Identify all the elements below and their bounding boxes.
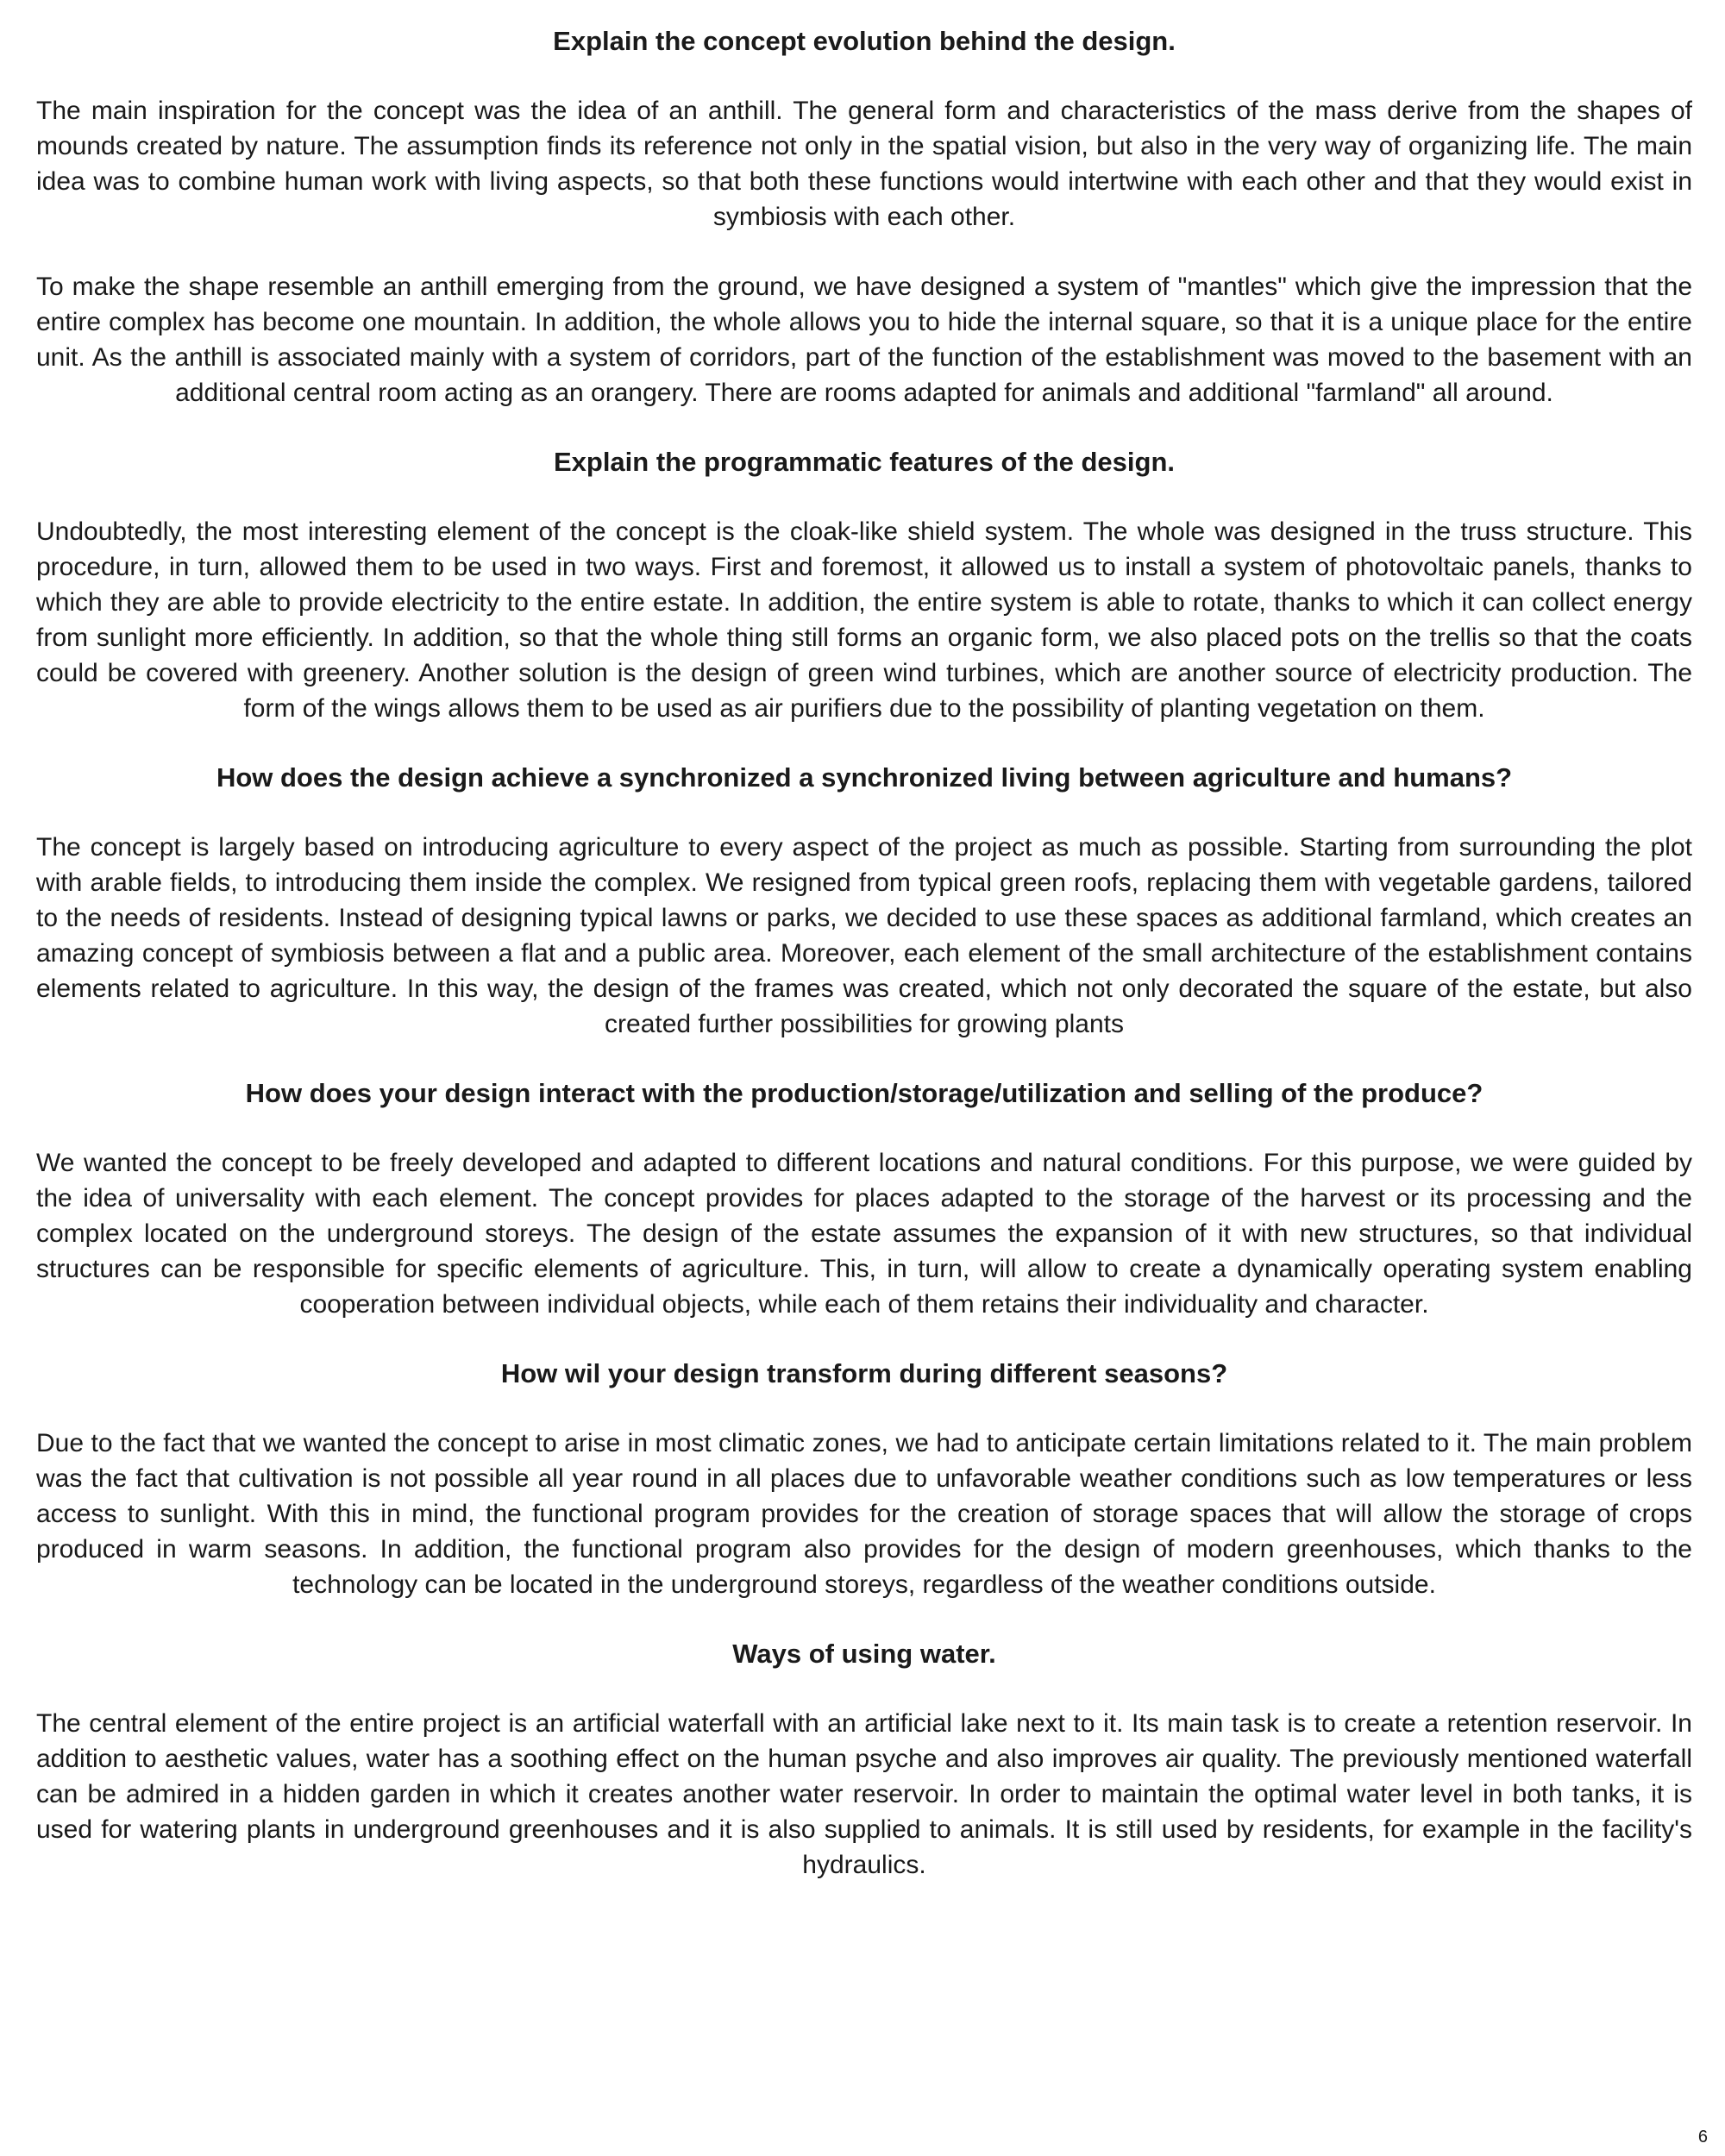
question-concept-evolution: Explain the concept evolution behind the design. [553,26,1176,56]
answer-paragraph: The main inspiration for the concept was the idea of an anthill. The general form and characteristics of the mass derive from the shapes of mounds created by nature. The assumption finds its reference not only in the spatial vision, but also in the very way of organizing life. The main idea was to combine human work with living aspects, so that both these functions would intertwine with each other and that they would exist in symbiosis with each other. [36,97,1692,231]
answer-paragraph: The central element of the entire project is an artificial waterfall with an artificial lake next to it. Its main task is to create a retention reservoir. In addition to aesthetic values, water has a soothing effect on the human psyche and also improves air quality. The previously mentioned waterfall can be admired in a hidden garden in which it creates another water reservoir. In order to maintain the optimal water level in both tanks, it is used for watering plants in underground greenhouses and it is also supplied to animals. It is still used by residents, for example in the facility's hydraulics. [36,1709,1692,1879]
question-programmatic-features: Explain the programmatic features of the design. [553,447,1176,477]
answer-paragraph: Undoubtedly, the most interesting element of the concept is the cloak-like shield system. The whole was designed in the truss structure. This procedure, in turn, allowed them to be used in two ways. First and foremost, it allowed us to install a system of photovoltaic panels, thanks to which they are able to provide electricity to the entire estate. In addition, the entire system is able to rotate, thanks to which it can collect energy from sunlight more efficiently. In addition, so that the whole thing still forms an organic form, we also placed pots on the trellis so that the coats could be covered with greenery. Another solution is the design of green wind turbines, which are another source of electricity production. The form of the wings allows them to be used as air purifiers due to the possibility of planting vegetation on them. [36,517,1692,723]
answer-paragraph: Due to the fact that we wanted the concept to arise in most climatic zones, we had to anticipate certain limitations related to it. The main problem was the fact that cultivation is not possible all year round in all places due to unfavorable weather conditions such as low temperatures or less access to sunlight. With this in mind, the functional program provides for the creation of storage spaces that will allow the storage of crops produced in warm seasons. In addition, the functional program also provides for the design of modern greenhouses, which thanks to the technology can be located in the underground storeys, regardless of the weather conditions outside. [36,1429,1692,1599]
answer-paragraph: To make the shape resemble an anthill emerging from the ground, we have designed a system of "mantles" which give the impression that the entire complex has become one mountain. In addition, the whole allows you to hide the internal square, so that it is a unique place for the entire unit. As the anthill is associated mainly with a system of corridors, part of the function of the establishment was moved to the basement with an additional central room acting as an orangery. There are rooms adapted for animals and additional "farmland" all around. [36,273,1692,407]
question-synchronized-living: How does the design achieve a synchronized a synchronized living between agriculture and humans? [216,762,1513,793]
answer-paragraph: The concept is largely based on introducing agriculture to every aspect of the project as much as possible. Starting from surrounding the plot with arable fields, to introducing them inside the complex. We resigned from typical green roofs, replacing them with vegetable gardens, tailored to the needs of residents. Instead of designing typical lawns or parks, we decided to use these spaces as additional farmland, which creates an amazing concept of symbiosis between a flat and a public area. Moreover, each element of the small architecture of the establishment contains elements related to agriculture. In this way, the design of the frames was created, which not only decorated the square of the estate, but also created further possibilities for growing plants [36,833,1692,1038]
page-number: 6 [1697,2128,1708,2147]
document-page [36,24,1692,1917]
question-seasons: How wil your design transform during different seasons? [500,1358,1228,1388]
question-water-use: Ways of using water. [732,1639,996,1669]
answer-paragraph: We wanted the concept to be freely developed and adapted to different locations and natural conditions. For this purpose, we were guided by the idea of universality with each element. The concept provides for places adapted to the storage of the harvest or its processing and the complex located on the underground storeys. The design of the estate assumes the expansion of it with new structures, so that individual structures can be responsible for specific elements of agriculture. This, in turn, will allow to create a dynamically operating system enabling cooperation between individual objects, while each of them retains their individuality and character. [36,1149,1692,1319]
question-produce-interaction: How does your design interact with the production/storage/utilization and selling of the produce? [245,1078,1484,1108]
